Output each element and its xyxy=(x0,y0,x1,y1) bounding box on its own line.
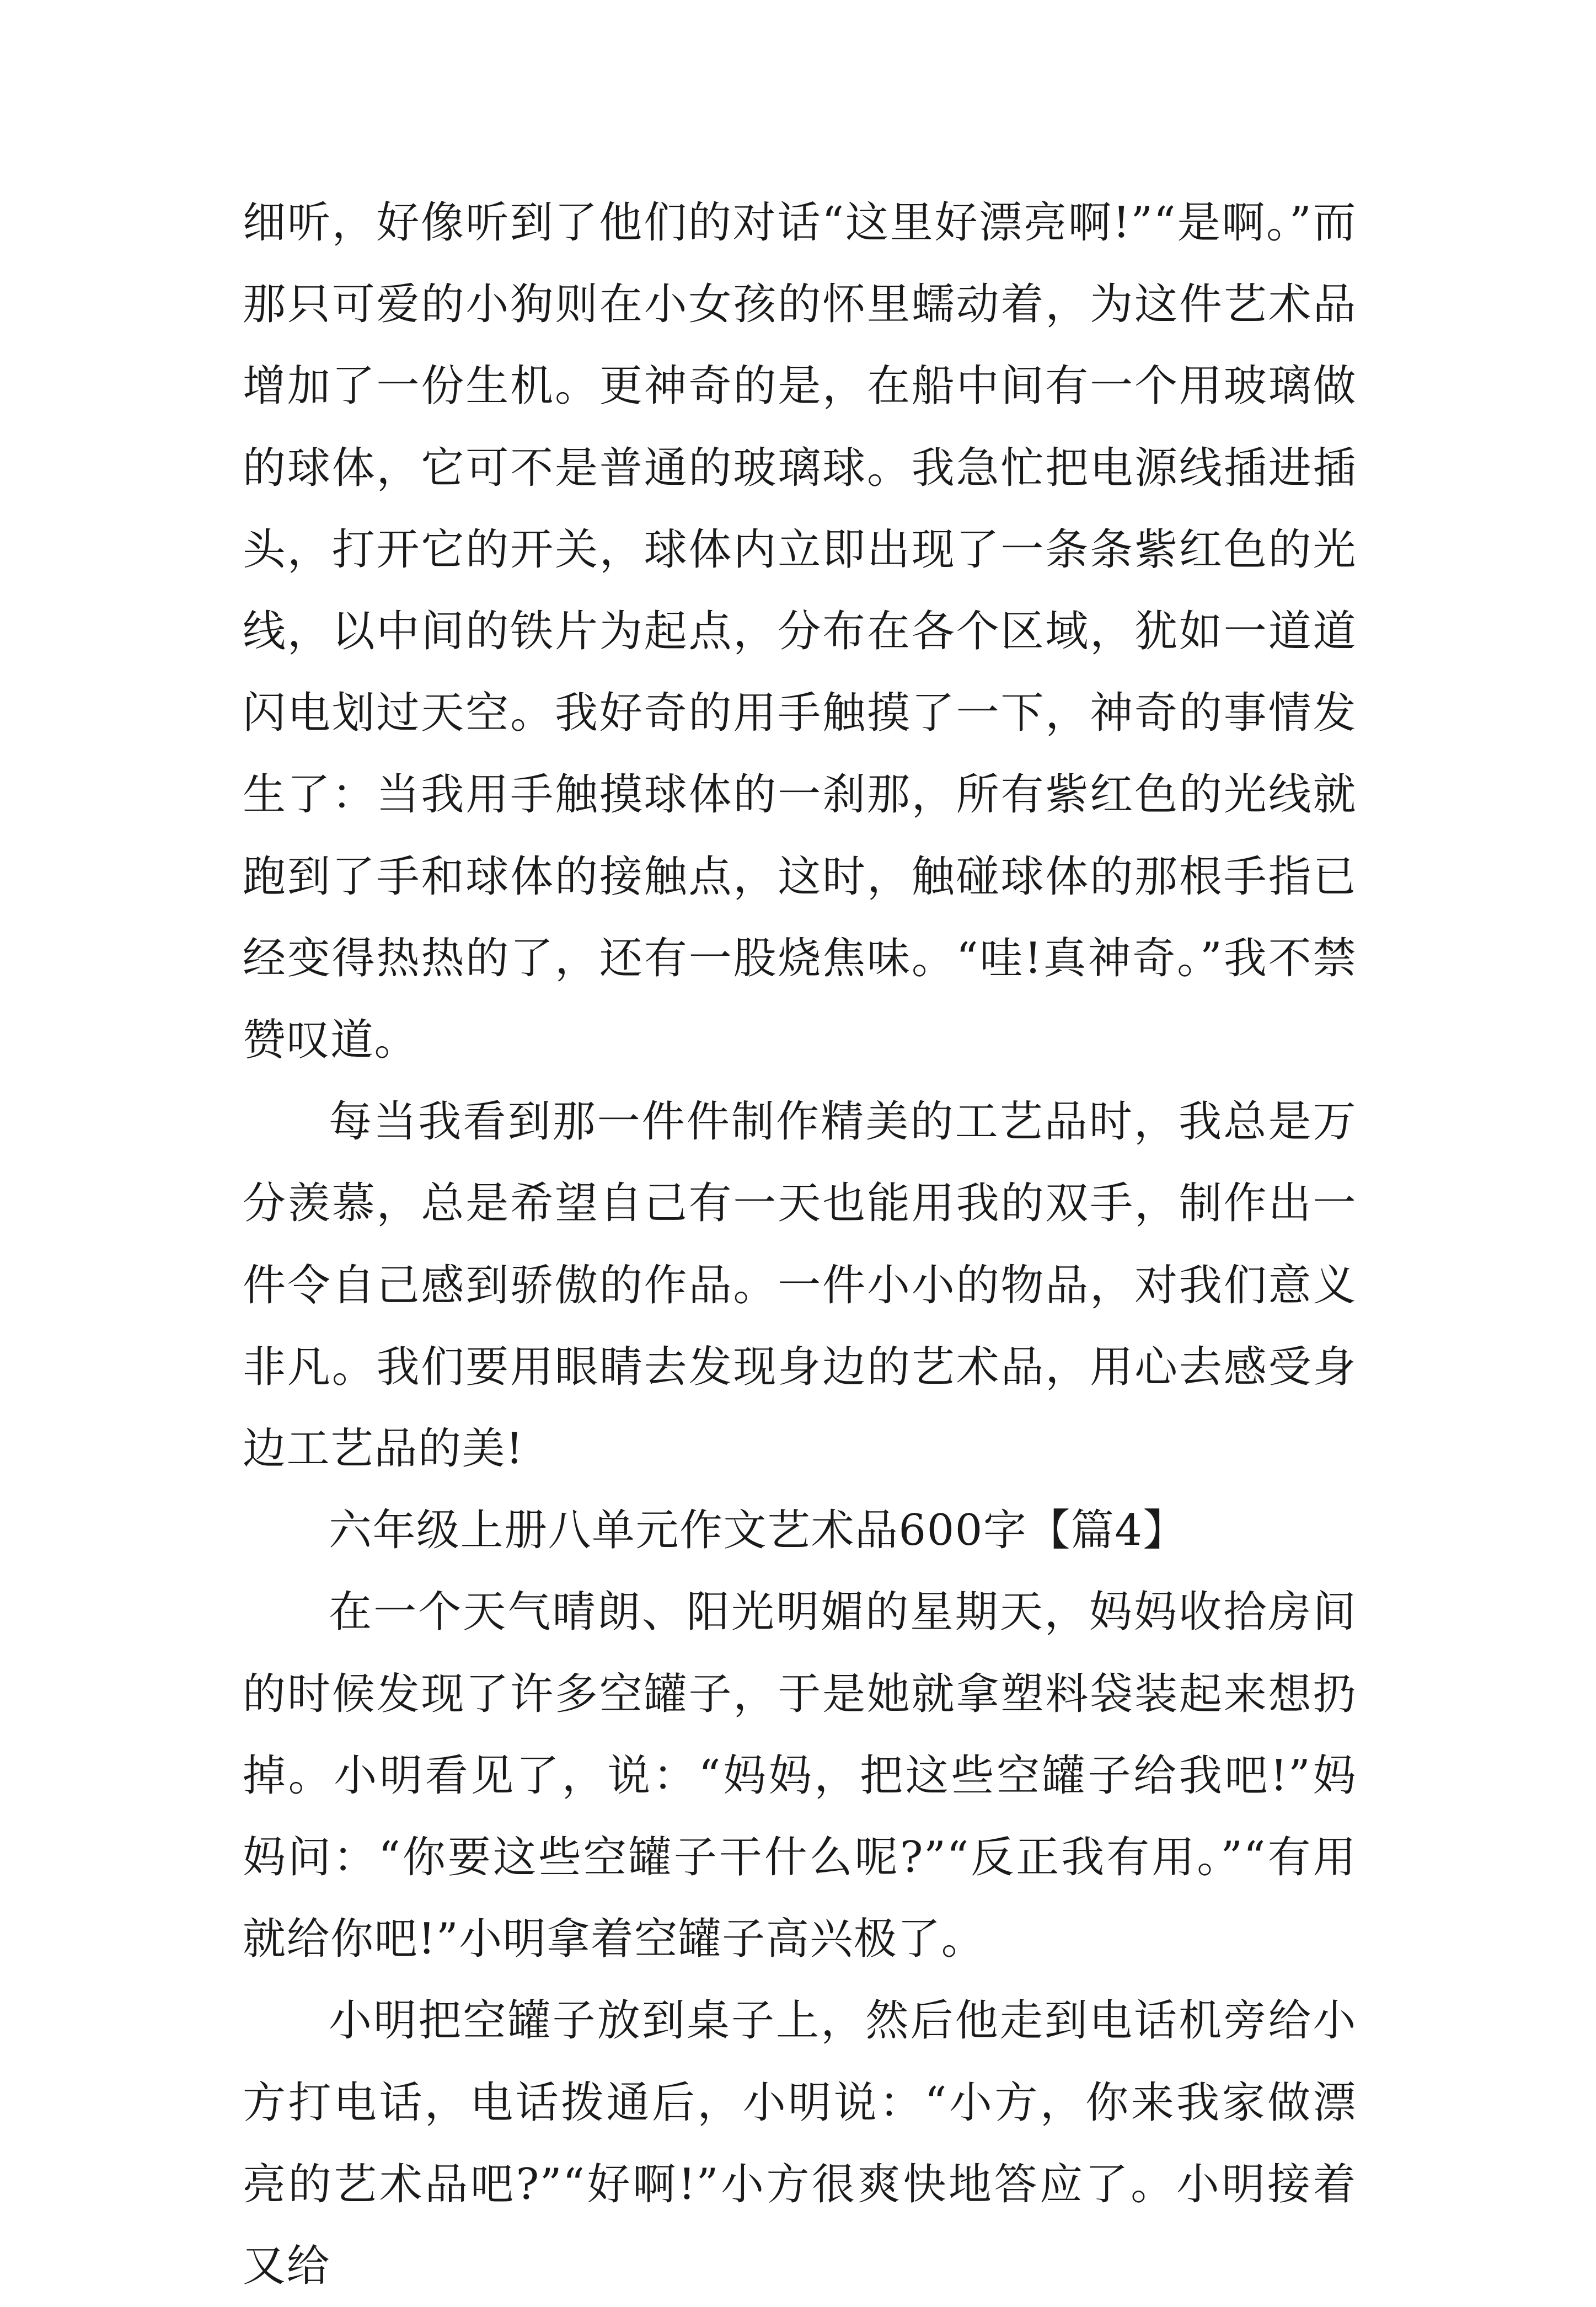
paragraph-4: 小明把空罐子放到桌子上，然后他走到电话机旁给小方打电话，电话拨通后，小明说：“小方，你来我家做漂亮的艺术品吧?”“好啊!”小方很爽快地答应了。小明接着又给 xyxy=(243,1996,1357,2292)
paragraph-3: 在一个天气晴朗、阳光明媚的星期天，妈妈收拾房间的时候发现了许多空罐子，于是她就拿塑料袋装起来想扔掉。小明看见了，说：“妈妈，把这些空罐子给我吧!”妈妈问：“你要这些空罐子干什么呢?”“反正我有用。”“有用就给你吧!”小明拿着空罐子高兴极了。 xyxy=(243,1587,1357,1965)
document-body xyxy=(243,182,1357,2307)
section-heading: 六年级上册八单元作文艺术品600字【篇4】 xyxy=(329,1506,1187,1556)
paragraph-1: 细听，好像听到了他们的对话“这里好漂亮啊!”“是啊。”而那只可爱的小狗则在小女孩的怀里蠕动着，为这件艺术品增加了一份生机。更神奇的是，在船中间有一个用玻璃做的球体，它可不是普通的玻璃球。我急忙把电源线插进插头，打开它的开关，球体内立即出现了一条条紫红色的光线，以中间的铁片为起点，分布在各个区域，犹如一道道闪电划过天空。我好奇的用手触摸了一下，神奇的事情发生了：当我用手触摸球体的一刹那，所有紫红色的光线就跑到了手和球体的接触点，这时，触碰球体的那根手指已经变得热热的了，还有一股烧焦味。“哇!真神奇。”我不禁赞叹道。 xyxy=(243,198,1357,1066)
paragraph-2: 每当我看到那一件件制作精美的工艺品时，我总是万分羡慕，总是希望自己有一天也能用我的双手，制作出一件令自己感到骄傲的作品。一件小小的物品，对我们意义非凡。我们要用眼睛去发现身边的艺术品，用心去感受身边工艺品的美! xyxy=(243,1097,1357,1474)
